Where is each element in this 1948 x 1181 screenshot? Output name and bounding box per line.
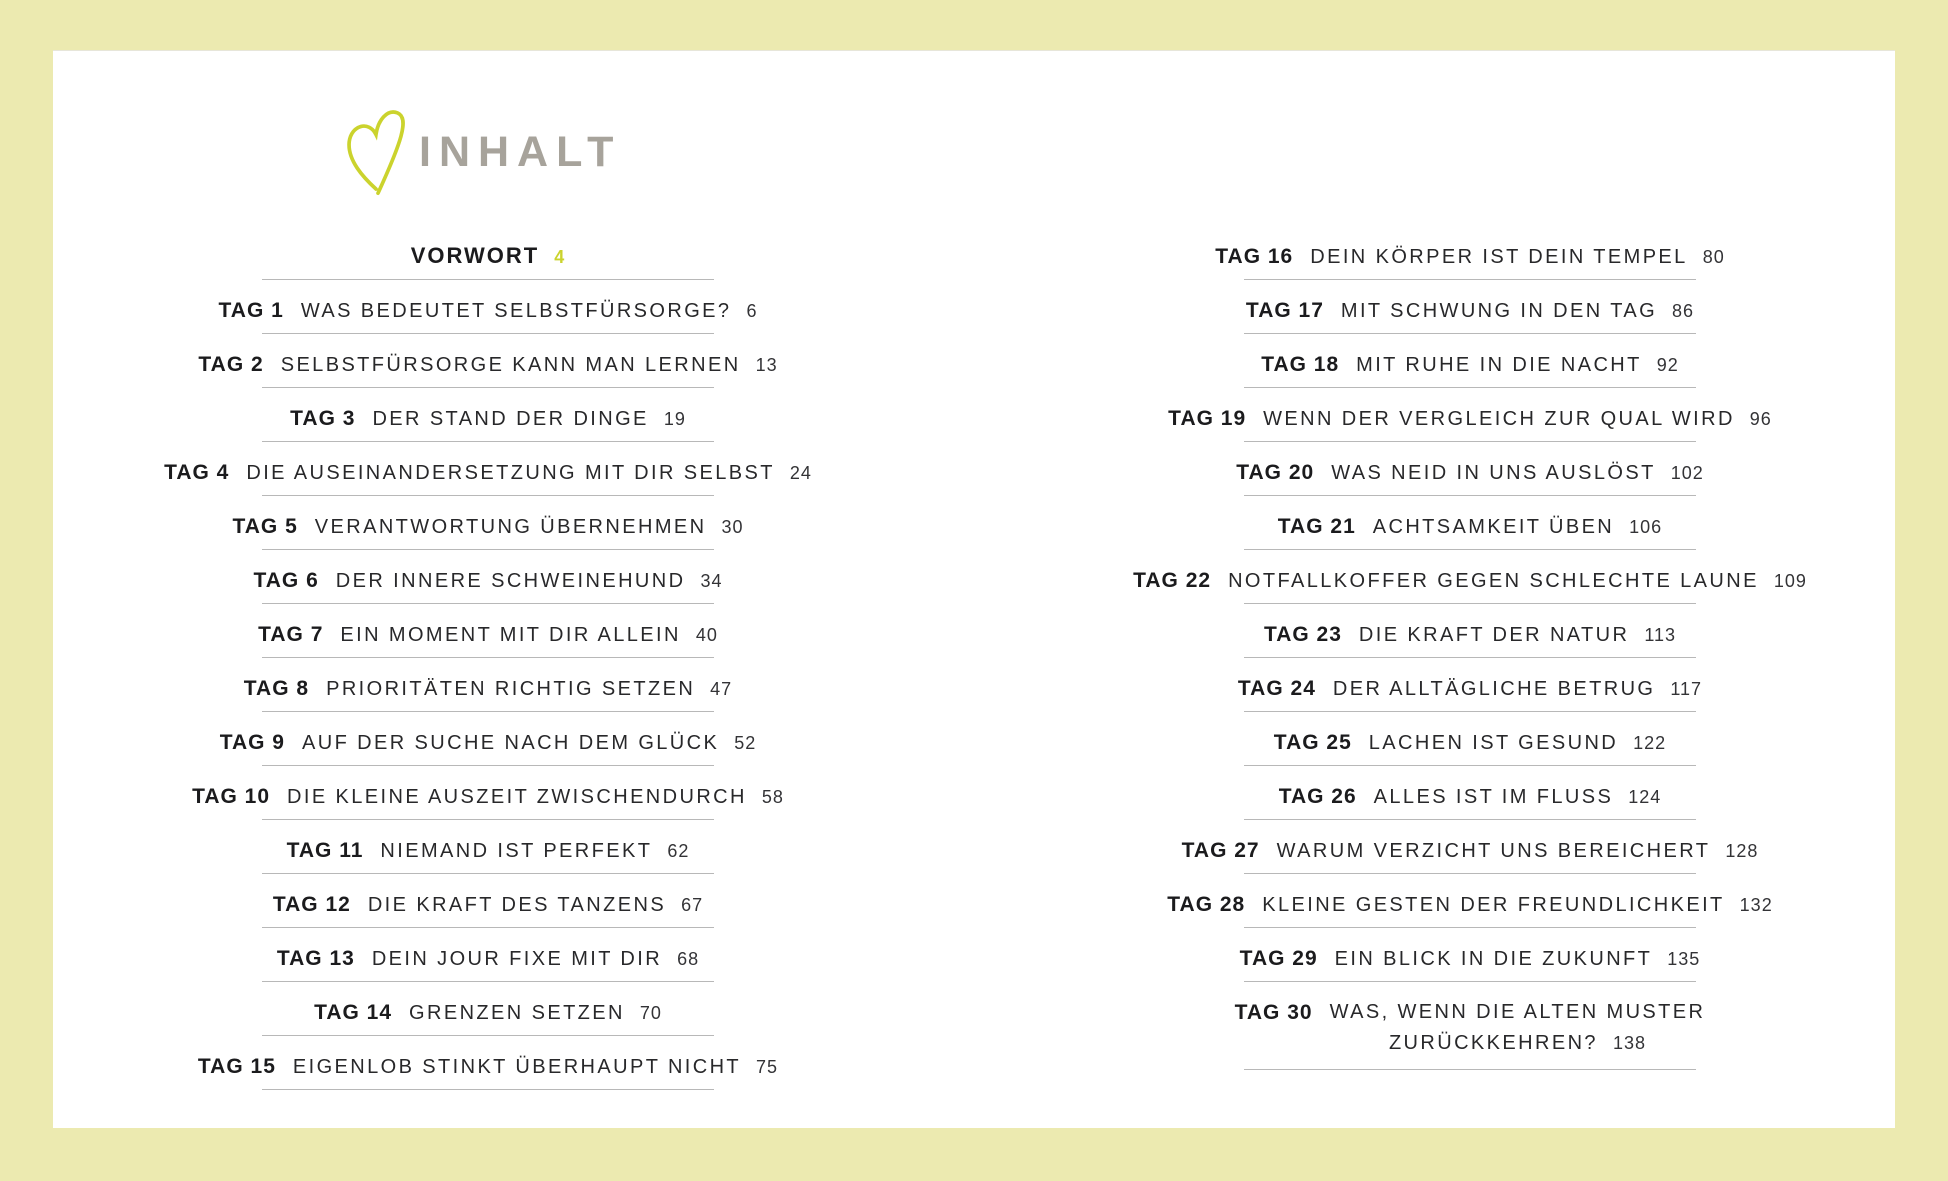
page-title: INHALT <box>419 128 622 176</box>
day-label: TAG 5 <box>232 515 298 538</box>
day-label: TAG 20 <box>1236 461 1315 484</box>
toc-right-column <box>1110 226 1830 1070</box>
page-number: 117 <box>1670 679 1703 699</box>
entry-title: PRIORITÄTEN RICHTIG SETZEN <box>326 678 696 700</box>
day-label: TAG 29 <box>1239 947 1318 970</box>
page-number: 80 <box>1702 247 1725 267</box>
page-number: 132 <box>1739 895 1773 915</box>
contents-header <box>341 106 621 198</box>
day-label: TAG 12 <box>272 893 351 916</box>
entry-title: VERANTWORTUNG ÜBERNEHMEN <box>314 516 707 538</box>
page-number: 4 <box>554 247 566 267</box>
day-label: TAG 4 <box>164 461 230 484</box>
toc-entry <box>1110 766 1830 820</box>
entry-title: DIE KLEINE AUSZEIT ZWISCHENDURCH <box>287 786 747 808</box>
page-number: 19 <box>663 409 686 429</box>
toc-entry <box>1110 658 1830 712</box>
toc-entry <box>128 496 848 550</box>
toc-entry <box>128 658 848 712</box>
entry-title: WAS BEDEUTET SELBSTFÜRSORGE? <box>300 300 732 322</box>
page-number: 138 <box>1612 1033 1646 1053</box>
entry-title: KLEINE GESTEN DER FREUNDLICHKEIT <box>1262 894 1725 916</box>
toc-entry <box>128 604 848 658</box>
day-label: TAG 21 <box>1277 515 1356 538</box>
page-number: 96 <box>1749 409 1772 429</box>
page-number: 34 <box>700 571 723 591</box>
page-number: 40 <box>695 625 718 645</box>
toc-entry <box>1110 388 1830 442</box>
page-number: 67 <box>681 895 704 915</box>
entry-title: DIE KRAFT DES TANZENS <box>367 894 667 916</box>
day-label: TAG 1 <box>218 299 284 322</box>
entry-title-line1: WAS, WENN DIE ALTEN MUSTER <box>1329 1001 1706 1023</box>
day-label: TAG 24 <box>1237 677 1316 700</box>
entry-title: SELBSTFÜRSORGE KANN MAN LERNEN <box>280 354 741 376</box>
book-page <box>53 50 1895 1128</box>
day-label: TAG 19 <box>1168 407 1247 430</box>
day-label: TAG 18 <box>1261 353 1340 376</box>
day-label: TAG 23 <box>1263 623 1342 646</box>
entry-title: LACHEN IST GESUND <box>1368 732 1619 754</box>
toc-entry <box>1110 496 1830 550</box>
entry-title: NIEMAND IST PERFEKT <box>380 840 653 862</box>
entry-title: DIE AUSEINANDERSETZUNG MIT DIR SELBST <box>246 462 775 484</box>
page-number: 68 <box>677 949 700 969</box>
entry-title: NOTFALLKOFFER GEGEN SCHLECHTE LAUNE <box>1228 570 1759 592</box>
entry-title: MIT RUHE IN DIE NACHT <box>1356 354 1642 376</box>
heart-icon <box>341 106 413 198</box>
entry-title: MIT SCHWUNG IN DEN TAG <box>1340 300 1658 322</box>
toc-entry <box>128 928 848 982</box>
entry-title: WARUM VERZICHT UNS BEREICHERT <box>1276 840 1711 862</box>
page-number: 6 <box>746 301 758 321</box>
entry-title: DEIN KÖRPER IST DEIN TEMPEL <box>1310 246 1688 268</box>
entry-title: DER INNERE SCHWEINEHUND <box>335 570 686 592</box>
toc-entry <box>1110 550 1830 604</box>
entry-title: ACHTSAMKEIT ÜBEN <box>1372 516 1615 538</box>
page-number: 109 <box>1773 571 1807 591</box>
day-label: TAG 7 <box>258 623 324 646</box>
entry-title: DER ALLTÄGLICHE BETRUG <box>1332 678 1656 700</box>
entry-title: GRENZEN SETZEN <box>409 1002 625 1024</box>
entry-title: EIN MOMENT MIT DIR ALLEIN <box>340 624 681 646</box>
day-label: TAG 27 <box>1181 839 1260 862</box>
toc-entry <box>128 874 848 928</box>
entry-title <box>1330 997 1706 1059</box>
toc-entry <box>1110 982 1830 1070</box>
entry-title: ALLES IST IM FLUSS <box>1373 786 1614 808</box>
toc-entry <box>128 334 848 388</box>
toc-entry <box>128 388 848 442</box>
toc-entry <box>128 280 848 334</box>
toc-entry <box>128 1036 848 1090</box>
toc-entry <box>1110 280 1830 334</box>
page-number: 128 <box>1725 841 1759 861</box>
day-label: TAG 3 <box>290 407 356 430</box>
page-number: 47 <box>710 679 733 699</box>
page-number: 113 <box>1644 625 1677 645</box>
day-label: TAG 10 <box>192 785 271 808</box>
entry-title: AUF DER SUCHE NACH DEM GLÜCK <box>302 732 720 754</box>
day-label: TAG 26 <box>1278 785 1357 808</box>
day-label: TAG 16 <box>1215 245 1294 268</box>
toc-left-column <box>128 226 848 1090</box>
toc-entry <box>1110 712 1830 766</box>
page-number: 13 <box>755 355 778 375</box>
toc-entry <box>1110 820 1830 874</box>
page-number: 135 <box>1667 949 1701 969</box>
page-number: 106 <box>1629 517 1663 537</box>
page-number: 75 <box>756 1057 779 1077</box>
page-number: 52 <box>734 733 757 753</box>
entry-title: WAS NEID IN UNS AUSLÖST <box>1331 462 1656 484</box>
day-label: TAG 25 <box>1273 731 1352 754</box>
day-label: TAG 9 <box>219 731 285 754</box>
day-label: TAG 15 <box>197 1055 276 1078</box>
page-number: 122 <box>1633 733 1667 753</box>
page-number: 62 <box>667 841 690 861</box>
page-number: 92 <box>1656 355 1679 375</box>
page-number: 24 <box>789 463 812 483</box>
toc-entry <box>1110 226 1830 280</box>
page-number: 58 <box>761 787 784 807</box>
page-number: 30 <box>721 517 744 537</box>
entry-title: DEIN JOUR FIXE MIT DIR <box>371 948 663 970</box>
day-label: TAG 17 <box>1245 299 1324 322</box>
toc-entry <box>1110 604 1830 658</box>
page-number: 70 <box>639 1003 662 1023</box>
entry-title: EIN BLICK IN DIE ZUKUNFT <box>1334 948 1653 970</box>
page-number: 124 <box>1628 787 1662 807</box>
page-number: 102 <box>1670 463 1704 483</box>
toc-entry <box>1110 442 1830 496</box>
day-label: TAG 6 <box>253 569 319 592</box>
toc-entry <box>1110 928 1830 982</box>
day-label: TAG 14 <box>314 1001 393 1024</box>
day-label: TAG 22 <box>1133 569 1212 592</box>
toc-entry <box>128 820 848 874</box>
toc-entry <box>128 982 848 1036</box>
day-label: TAG 11 <box>286 839 364 862</box>
toc-entry <box>1110 334 1830 388</box>
divider <box>1244 1069 1696 1070</box>
toc-entry <box>128 550 848 604</box>
entry-title: DER STAND DER DINGE <box>372 408 649 430</box>
day-label: TAG 2 <box>198 353 264 376</box>
entry-title: DIE KRAFT DER NATUR <box>1358 624 1630 646</box>
divider <box>262 1089 714 1090</box>
day-label: TAG 8 <box>243 677 310 700</box>
toc-entry <box>128 442 848 496</box>
page-number: 86 <box>1672 301 1695 321</box>
day-label: TAG 30 <box>1234 1001 1313 1024</box>
toc-preface-entry <box>128 226 848 280</box>
entry-title: EIGENLOB STINKT ÜBERHAUPT NICHT <box>292 1056 742 1078</box>
toc-entry <box>128 712 848 766</box>
day-label: TAG 28 <box>1167 893 1246 916</box>
toc-entry <box>1110 874 1830 928</box>
preface-label: VORWORT <box>410 243 540 268</box>
entry-title: WENN DER VERGLEICH ZUR QUAL WIRD <box>1263 408 1735 430</box>
toc-entry <box>128 766 848 820</box>
day-label: TAG 13 <box>276 947 355 970</box>
entry-title-line2: ZURÜCKKEHREN? 138 <box>1388 1032 1646 1054</box>
